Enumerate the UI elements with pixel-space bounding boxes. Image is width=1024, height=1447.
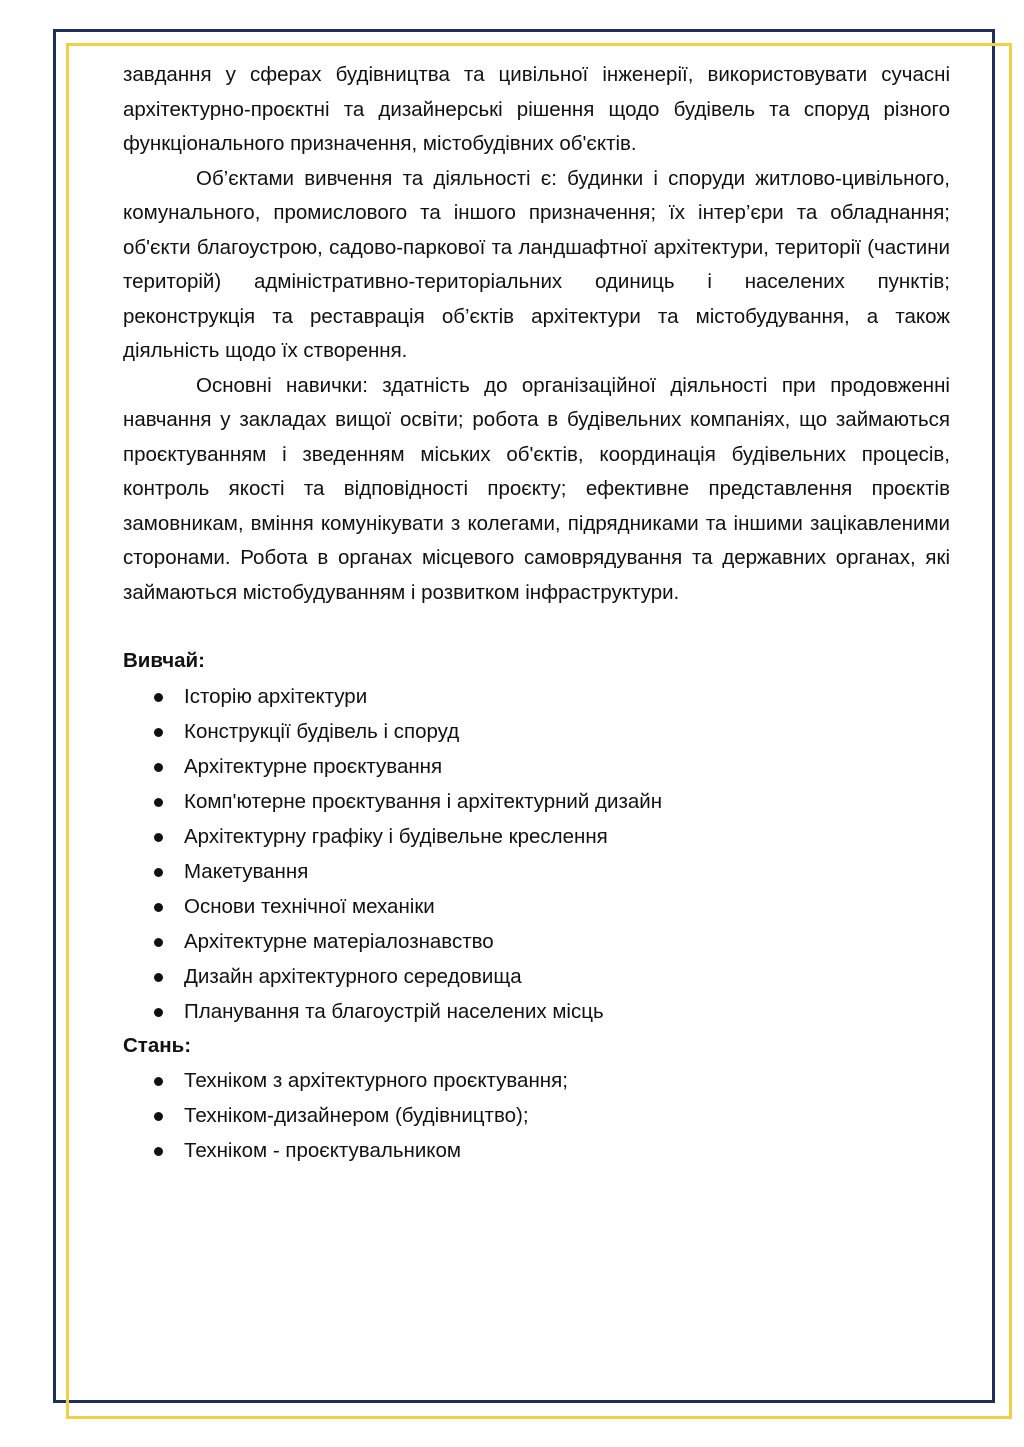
paragraph-skills: Основні навички: здатність до організаційної діяльності при продовженні навчання у закладах вищої освіти; робота в будівельних компаніях, що займаються проєктуванням і зведенням міських об'єктів, координація будівельних процесів, контроль якості та відповідності проєкту; ефективне представлення проєктів замовникам, вміння комунікувати з колегами, підрядниками та іншими зацікавленими сторонами. Робота в органах місцевого самоврядування та державних органах, які займаються містобудуванням і розвитком інфраструктури.: [123, 373, 950, 604]
bullet-icon: [154, 973, 163, 982]
bullet-icon: [154, 1112, 163, 1121]
paragraph-continuation: завдання у сферах будівництва та цивільної інженерії, використовувати сучасні архітектурно-проєктні та дизайнерські рішення щодо будівель та споруд різного функціонального призначення, містобудівних об'єктів.: [123, 63, 950, 155]
list-item-text: Основи технічної механіки: [184, 894, 435, 918]
list-item: [123, 1133, 950, 1168]
list-item: [123, 749, 950, 784]
become-list: [123, 1063, 950, 1168]
list-item: [123, 714, 950, 749]
bullet-icon: [154, 1147, 163, 1156]
bullet-icon: [154, 1077, 163, 1086]
document-body: [123, 58, 950, 1168]
list-item-text: Комп'ютерне проєктування і архітектурний дизайн: [184, 789, 663, 813]
list-item-text: Дизайн архітектурного середовища: [184, 964, 522, 988]
study-heading: Вивчай:: [123, 649, 205, 672]
bullet-icon: [154, 903, 163, 912]
list-item: [123, 924, 950, 959]
bullet-icon: [154, 1008, 163, 1017]
paragraph-objects: Об’єктами вивчення та діяльності є: будинки і споруди житлово-цивільного, комунального, промислового та іншого призначення; їх інтер’єри та обладнання; об'єкти благоустрою, садово-паркової та ландшафтної архітектури, території (частини територій) адміністративно-територіальних одиниць і населених пунктів; реконструкція та реставрація об’єктів архітектури та містобудування, а також діяльність щодо їх створення.: [123, 166, 950, 362]
become-heading: Стань:: [123, 1033, 192, 1057]
bullet-icon: [154, 763, 163, 772]
list-item: [123, 959, 950, 994]
bullet-icon: [154, 868, 163, 877]
list-item-text: Макетування: [184, 859, 309, 883]
list-item-text: Планування та благоустрій населених місць: [184, 999, 604, 1023]
bullet-icon: [154, 728, 163, 737]
list-item-text: Архітектурне проєктування: [184, 754, 443, 778]
list-item: [123, 1063, 950, 1098]
study-list: [123, 679, 950, 1029]
bullet-icon: [154, 798, 163, 807]
spacer: [123, 610, 950, 644]
list-item: [123, 679, 950, 714]
list-item: [123, 784, 950, 819]
list-item: [123, 994, 950, 1029]
bullet-icon: [154, 938, 163, 947]
list-item-text: Техніком-дизайнером (будівництво);: [184, 1104, 529, 1127]
list-item-text: Архітектурну графіку і будівельне креслення: [184, 824, 608, 848]
list-item: [123, 889, 950, 924]
list-item: [123, 1098, 950, 1133]
list-item-text: Конструкції будівель і споруд: [184, 719, 460, 743]
list-item-text: Техніком - проєктувальником: [184, 1139, 461, 1162]
list-item-text: Техніком з архітектурного проєктування;: [184, 1069, 568, 1092]
list-item: [123, 854, 950, 889]
list-item: [123, 819, 950, 854]
list-item-text: Історію архітектури: [184, 684, 368, 708]
list-item-text: Архітектурне матеріалознавство: [184, 929, 494, 953]
bullet-icon: [154, 693, 163, 702]
bullet-icon: [154, 833, 163, 842]
